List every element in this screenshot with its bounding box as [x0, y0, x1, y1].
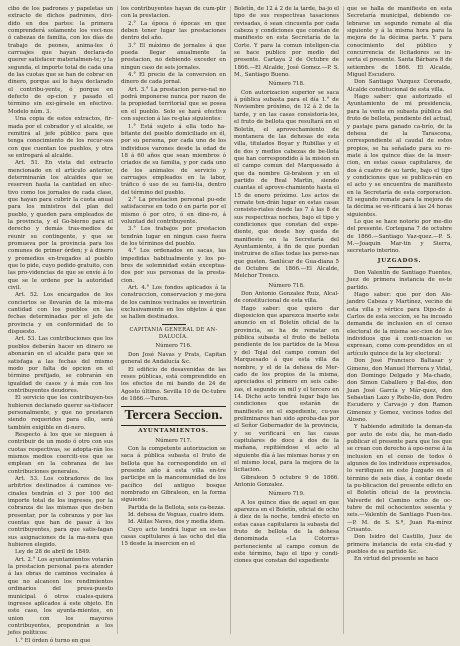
- paragraph: El edificio de desavenidas de las reses públicas, está comprendido en los efectos de mi bando de 24 de Agosto último. Sevilla 10 de Oc-tubre de 1866.—Turon.: [121, 366, 226, 402]
- column-2: [117, 6, 226, 634]
- divider: [388, 267, 412, 268]
- subsection-heading: AYUNTAMIENTOS.: [138, 428, 209, 435]
- column-3: [230, 6, 339, 634]
- paragraph: 1.° Está sujeto á ella todo ha-bitante del pueblo domiciliado en él, por su persona, por cada uno de los individuos varones desde la edad de 18 á 60 años que sean miembros ó criados de su familia, y por cada uno de los animales de servicio y carruajes empleados en la labor, tráfico ó uso de su fami-lia, dentro del término del pueblo.: [121, 123, 226, 196]
- paragraph: A los quince días de aquel en que aparezca en el Boletín, oficial de ocho á diez de la noche, tendrá efecto en estas casas capitulares la subasta del fruto de bellota de la dehesa denominada «La Cotorra» perteneciente al campo comun de este término, bajo el tipo y condi-ciones que constan del expediente: [234, 499, 339, 565]
- paragraph: que se halla de manifiesto en esta Secretaría municipal, debiendo ce-lebrarse un segundo remate al día siguiente y á la misma hora para la mejora de la décima parte. Y para conocimiento del público y concurrencia de licitadores se in-serta el presente. Santa Bárbara 8 de setiembre de 1866. El Alcalde, Miguel Escudero.: [347, 6, 452, 79]
- paragraph: Don Valentín de Santiago Fuentes, Juez de primera instancia de es-te partido.: [347, 270, 452, 291]
- paragraph: 2.° La época ó épocas en que deben tener lugar las prestaciones dentro del año.: [121, 20, 226, 42]
- paragraph: 3.° Los trabajos por prestacion tendrán lugar en ningun caso fuera de los términos del pueblo.: [121, 226, 226, 247]
- paragraph: Art. 3.° La prestacion perso-nal no podrá imponerse nunca por razon de la propiedad territorial que se posea en el pueblo. Solo se hará efectiva con sujecion á las re-glas siguientes:: [121, 86, 226, 123]
- notice-number: Número 717.: [155, 437, 192, 444]
- notice-number: Número 718.: [268, 282, 305, 289]
- paragraph: Ley de 28 de abril de 1849.: [15, 549, 91, 556]
- paragraph: Id. dehesa de Veguas, cuatro idem.: [128, 512, 225, 518]
- paragraph: Y habiendo admitido la deman-da por auto de este día, he man-dado publicar el presente para que los que se crean con derecho á opo-nerse á la inclusion en el censo de todos ó algunos de los individuos expresados, lo verifiquen en este Juzgado en el término de seis días, á contar desde la pu-blicacion del presente edicto en el Boletín oficial de la provincia. Valverde del Camino ocho de oc-tubre de mil ochocientos sesenta y seis.—Valentín de Santiago Fuen-tes.—P. M. de S. S.ª, Juan Ra-mírez Crisanto.: [347, 424, 452, 534]
- notice-number: Número 716.: [155, 343, 192, 350]
- paragraph: Lo que se hace notorio por me-dio del presente. Cortegana 7 de octubre de 1866.—Santiago Vaz-quez.—P. S. M.—Joaquin Mar-tin y Sierra, secretario interino.: [347, 218, 452, 255]
- paragraph: Don Antonio Gonzalez Ruiz, Alcal-de constitucional de esta villa.: [234, 291, 339, 305]
- paragraph: 4.° El precio de la conversion en dinero de cada jornal.: [121, 72, 226, 86]
- paragraph: Art. 2.° Los ayuntamientos votarán la prestacion personal pa-ra atender á las obras de caminos vecinales á que no alcancen los rendimientos ordinarios del presu-puesto municipal. ó otros cuales-quiera ingresos aplicados á este objeto. En este caso, los ayunta-mientos, en union con los mayores contribuyentes, propondrán a los jefes políticos:: [8, 556, 113, 637]
- paragraph: 2.° La prestacion personal pu-ede satisfacerse en todo ó en parte por el mismo ó por otro, ó en dine-ro, á voluntad del contribuyente.: [121, 196, 226, 225]
- paragraph: Boletín, de 12 á 2 de la tarde, ba-jo el tipo de sus respectivas tasaciones revisadas, ó sean cincuenta por cada cabeza y condiciones que constan de manifiesto en esta Secretaría de la Corte. Y para la comun inteligen-cia se hace publico por medio del presente. Cartaya 2 de Octubre de 1866.—El Alcalde, José Gomez.—P. S. M., Santiago Bueno.: [234, 6, 339, 79]
- notice-number: Número 718.: [268, 81, 305, 88]
- paragraph: Don José Francisco Baltasar y Gimeno, don Manuel Herrera y Vidal, don Domingo Delgado y Ma-chado, don Simon Caballero y Bal-dos, don Juan José García y Már-quez, don Sebastian Lazo y Rebo-llo, don Pedro Escudero y Carva-jo y don Ramon Gimenez y Gomez, vecinos todos del Alosno.: [347, 358, 452, 423]
- paragraph: Partida de la Bellota, seis ca-bezas.: [128, 504, 226, 511]
- paragraph: Hago saber: que por don Ale-jandro Cabeza y Martínez, vecino de esta villa y vértice para Dipo-do á Carlos de esta seccion, se ha incoado demanda de inclusion en el censo electoral de la misma sec-cion de los individuos que á conti-nuacion se expresan, como com-prendidos en el artículo quince de la ley electoral:: [347, 292, 452, 357]
- paragraph: Cuyo acto tendrá lugar en es-tas casas capitulares á las ocho del día 15 desde la insercion en el: [121, 526, 226, 548]
- newspaper-page: [8, 6, 452, 644]
- paragraph: 4.° Los ordenados en sacas, las impedidas habitualmente y los po-bres de solemnidad están exceptua-dos por sus personas de la presta-cion.: [121, 248, 226, 284]
- paragraph: Art. 53. Las contribuciones que los pueblos deberán hacer en dinero se abonarán en el alcalde para que se satisfaga a las fechas del mismo modo por falta de opcion en el término prefijado, se cobrarán en igualdad de casos y á más con los contribuyentes deudores.: [8, 336, 113, 394]
- paragraph: Respecto á los que se nieguen á contribuir de un modo ó otro con sus cuotas respectivas, se adopta-rán los mismos medios coerciti-vos que se emplean en la cobranza de las contribuciones generales.: [8, 431, 113, 475]
- column-4: [343, 6, 452, 634]
- paragraph: Don José Navas y Prats, Capitan general de Andalucía &c.: [121, 351, 226, 366]
- paragraph: los contribuyentes hayan de cum-plir con la prestacion.: [121, 6, 226, 20]
- paragraph: Gibraleon 5 octubre 9 de 1866. Antonio Gonzalez.: [234, 474, 339, 488]
- paragraph: cibo de los padrones y papeletas un extracto de dichos padrones, divi-dido en dos partes: la primera comprenderá solamente los veci-nos ó cabezas de familia, con los días de trabajo de peones, anima-les ó carruajes que hayan declara-do querer satisfacer materialmen-te; y la segunda, el importe total de cada una de las cuotas que se han de cobrar en dinero, porque así lo haya declarado el contribu-yente, ó porque en defecto de op-cion y pasado el término sin exi-gírsele en efectivo. Modelo núm. 3.: [8, 6, 113, 115]
- notice-number: Número 719.: [268, 491, 305, 498]
- paragraph: En virtud del presente se hace: [354, 556, 439, 563]
- paragraph: Art. 53. Los cobradores de los arbitrios destinados á caminos ve-cinales tendrán el 3 por 100 del importe total de los ingresos, por la cobranza de las mismas que de-ben presentar, por la cobranza y por las cuentas que han de pasar á los contribuyentes, para que satis-fagan sus asignaciones de la ma-nera que hubieren elegido.: [8, 476, 113, 549]
- subsection-heading: JUZGADOS.: [377, 257, 422, 264]
- paragraph: Una copia de estos extractos, fir-mada por el cobrador y el alcalde, se remitirá al jefe público para que tenga conocimiento de los recur-sos con que cuentan los pueblos, y otra se entregará al alcalde.: [8, 116, 113, 159]
- section-heading: CAPITANIA GENERAL DE AN-DALUCÍA.: [129, 326, 218, 341]
- paragraph: Art. 52. Los encargados de los conciertos se llevarán de la mis-ma cantidad con los pueblos en las fechas determinadas por el jefe de provincia y en conformidad de lo dispuesto.: [8, 292, 113, 336]
- paragraph: Hago saber: que quiero dar disposicion que aparezca inserto este anuncio en el Boletín oficial de la provincia, se ha de rematar en pública subasta el fruto de bellota pendiente de los partidos de la Mesa y del Tojal del campo comun del Marquesado á que esta villa da nombre, y el de la dehesa de Mer-cado de los propios de la misma, apreciados el primero en seis cabe-zas, el segundo en mil y el tercero en 14. Dicho acto tendrá lugar bajo las condiciones que estarán de manifiesto en el expediente, cu-yas preliminares han sido aproba-das por el Señor Gobernador de la provincia, y se verificará en las casas capitulares de doce á dos de la mañana, repitiéndose el acto al siguiente día á las mismas horas y en el mismo local, para la mejora de la licitacion.: [234, 305, 339, 474]
- paragraph: Con autorizacion superior se saca á pública subasta para el día 1.° de Noviembre próximo, de 12 á 2 de la tarde, y en las casas consistoria-les, el fruto de bellota que resultará en el Boletín, el aprovechamiento de montanera de las dehesas de esta villa, titulados Boyar y Rubillas y el de dos y medios cabezas de be-llota que han correspondido á la mision en el campo comun del Marquesado á que da nombre Gi-braleon y en el partido de Real Martin, siendo cuantas el aprove-chamiento hasta el 15 de enero próximo. Los actos de remate ten-drán lugar en estas casas consisto-riales desde las 7 á las 8 de sus respectivas noches, bajo el tipo y condiciones que constan del expe-diente, que desde hoy queda de manifiesto en la Secretaría del Ayuntamiento, á fin de que puedan instruirse de ellas todas las perso-nas que gusten. Sanlúcar de Gua-diana 5 de Octubre de 1866.—El Alcalde, Melchor Trenco.: [234, 89, 339, 280]
- paragraph: Don Santiago Vazquez Coronado, Alcalde constitucional de esta villa.: [347, 79, 452, 93]
- paragraph: Hago saber: que autorizado el Ayuntamiento de mi presidencia, para la venta en subasta pública del fruto de bellota, pendiente del actual, y pastaje para ganado ca-brío, de la dehesa de la Tarascona, correspondiente al caudal de estos propios, se ha señalado para su re-mate á los quince días de la inser-cion, en estas casas capitulares, de dos á cuatro de su tarde, bajo el tipo y condiciones que se publica-rán en el acto y se encuentra de manifiesto en la Secretaría de esta corporacion. El segundo remate para la mejora de la décima se ve-rificará á las 24 horas siguientes.: [347, 94, 452, 218]
- divider: [162, 324, 186, 325]
- paragraph: Id. Atilas Naves, dos y media idem.: [128, 519, 225, 526]
- paragraph: 1.° El órden ó turno en que: [15, 637, 91, 644]
- section-headline: Tercera Seccion.: [121, 406, 226, 426]
- paragraph: Art. 4.° Los fondos aplicados á la construccion, conservacion y me-jora de los caminos vecinales se invertirán exclusivamente en los objetos á que se hallen destinados.: [121, 285, 226, 321]
- paragraph: 3.° El máximo de jornales á que pueda llegar anualmente la prestacion, no debiendo exceder en ningun caso de seis jornales.: [121, 42, 226, 71]
- paragraph: Art. 51. En vista del extracto mencionado en el artículo anterior, determinarán los alcaldes que se reserven hasta la cantidad en efec-tivo como los jornales de cada clase, que hayan para cubrir la cuota anual para los ministros del plan del pueblo, y queden para empleados de la provincia, y el Go-bierno para el derecho y demás tras-medios de reunir su contingente, y que se promueva por la provincia para los comunes de primer órden; y á dinero y promedios en-tregados al pueblo que lo pide, cuyo pedido gratuito, con las pro-videncias de que se envíe á lo que se le ordene por la autoridad civil.: [8, 160, 113, 292]
- paragraph: El servicio que los contribuyen-tes hubieren declarado querer sa-tisfacer personalmente, y que no prestaren siendo requeridos para ello, será también exigible en di-nero.: [8, 395, 113, 431]
- paragraph: Don Isidro del Castillo, Juez de primera instancia de esta ciu-dad y pueblos de su partido &c.: [347, 534, 452, 556]
- column-1: [8, 6, 113, 644]
- paragraph: Con la competente autorizacion se saca á pública subasta el fruto de bellota que ha correspondido en el presente año á esta villa en-tre participe en la mancomunidad de los pacífico del antiguo bosque nombrado en Gibraleon, en la forma siguiente:: [121, 445, 226, 504]
